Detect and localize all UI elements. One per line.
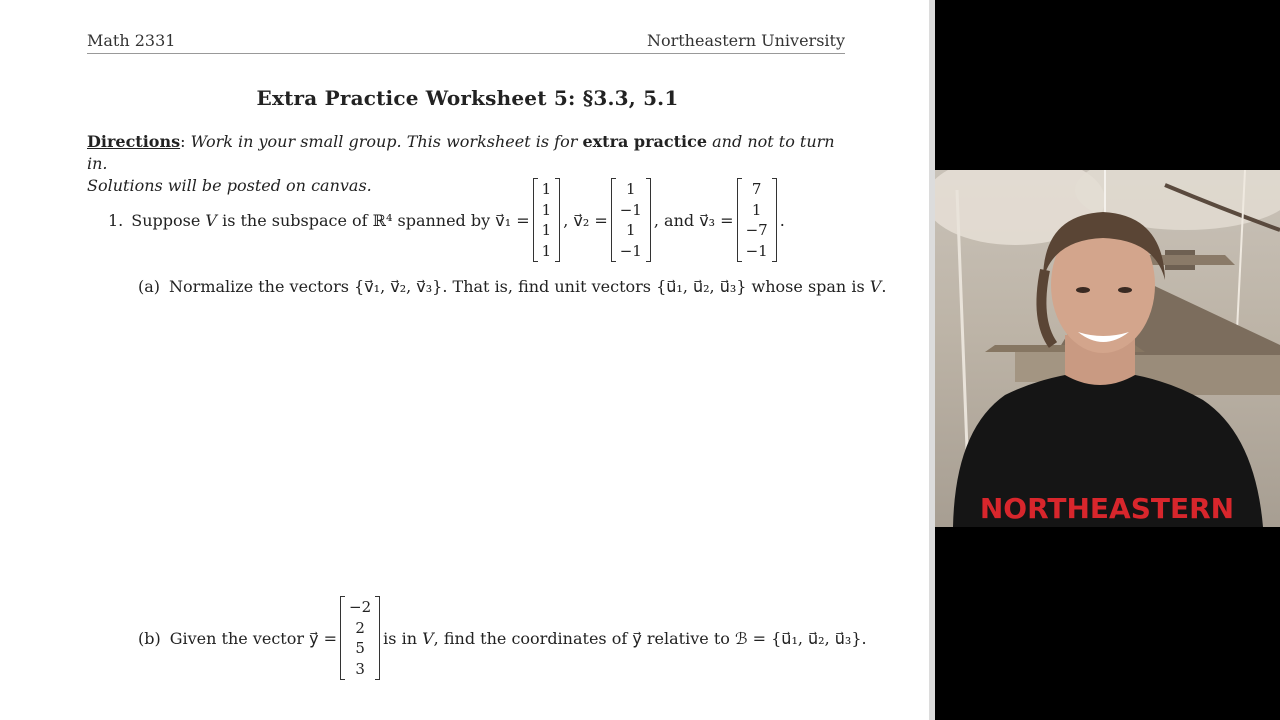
course-label: Math 2331 [87, 31, 176, 50]
y-entry: 2 [355, 618, 365, 637]
directions: Directions: Work in your small group. This worksheet is for extra practice and not to turn in. Solutions will be posted on canvas. [87, 132, 835, 195]
v1-label: v⃗₁ = [495, 210, 530, 230]
directions-text-1: Work in your small group. This worksheet is for [190, 132, 578, 151]
subspace-symbol: V [205, 210, 217, 230]
vector-y [340, 596, 380, 680]
v3-entry: 1 [751, 200, 762, 219]
subspace-symbol: V [422, 628, 434, 648]
v2-entry: −1 [619, 200, 642, 219]
directions-text-3: Solutions will be posted on canvas. [87, 176, 372, 195]
v1-entry: 1 [541, 200, 552, 219]
y-entry: −2 [349, 598, 372, 616]
directions-label: Directions [87, 132, 181, 151]
university-label: Northeastern University [646, 31, 845, 50]
part-b-text-c: , find the coordinates of y⃗ relative to ℬ = {u⃗₁, u⃗₂, u⃗₃}. [433, 628, 867, 648]
part-b-text-a: Given the vector y⃗ = [169, 628, 338, 648]
part-b-text-b: is in [383, 628, 418, 648]
problem-end: . [779, 210, 785, 230]
problem-text-b: is the subspace of ℝ⁴ spanned by [222, 210, 491, 230]
directions-emphasis: extra practice [582, 132, 708, 151]
problem-text-a: Suppose [131, 210, 201, 230]
webcam-image [935, 170, 1280, 527]
part-a-text: Normalize the vectors {v⃗₁, v⃗₂, v⃗₃}. That is, find unit vectors {u⃗₁, u⃗₂, u⃗₃} whose span is [169, 277, 865, 296]
worksheet-title: Extra Practice Worksheet 5: §3.3, 5.1 [256, 86, 679, 110]
part-b-label: (b) [138, 628, 161, 648]
v2-entry: −1 [619, 241, 642, 260]
problem-1 [108, 178, 785, 262]
vector-v2 [611, 178, 651, 262]
v3-entry: −1 [745, 241, 768, 260]
part-a-end: . [881, 277, 887, 296]
v2-entry: 1 [626, 180, 636, 198]
v1-entry: 1 [541, 180, 552, 198]
y-entry: 5 [355, 639, 365, 657]
problem-number: 1. [108, 210, 124, 230]
shirt-text: NORTHEASTERN [979, 492, 1235, 525]
v3-entry: 7 [751, 180, 762, 198]
v1-entry: 1 [541, 221, 552, 239]
part-a-label: (a) [138, 277, 161, 296]
v3-label: , and v⃗₃ = [653, 210, 734, 230]
directions-text-2: and not to turn in. [87, 132, 835, 173]
v2-label: , v⃗₂ = [563, 210, 608, 230]
subspace-symbol: V [869, 277, 882, 296]
webcam-feed [935, 170, 1280, 527]
y-entry: 3 [355, 659, 365, 678]
v3-entry: −7 [745, 221, 768, 239]
v2-entry: 1 [626, 221, 636, 239]
part-b [138, 596, 867, 680]
header-rule [87, 53, 845, 54]
vector-v3 [737, 178, 777, 262]
vector-v1 [533, 178, 561, 262]
v1-entry: 1 [541, 241, 552, 260]
part-a [138, 277, 886, 296]
